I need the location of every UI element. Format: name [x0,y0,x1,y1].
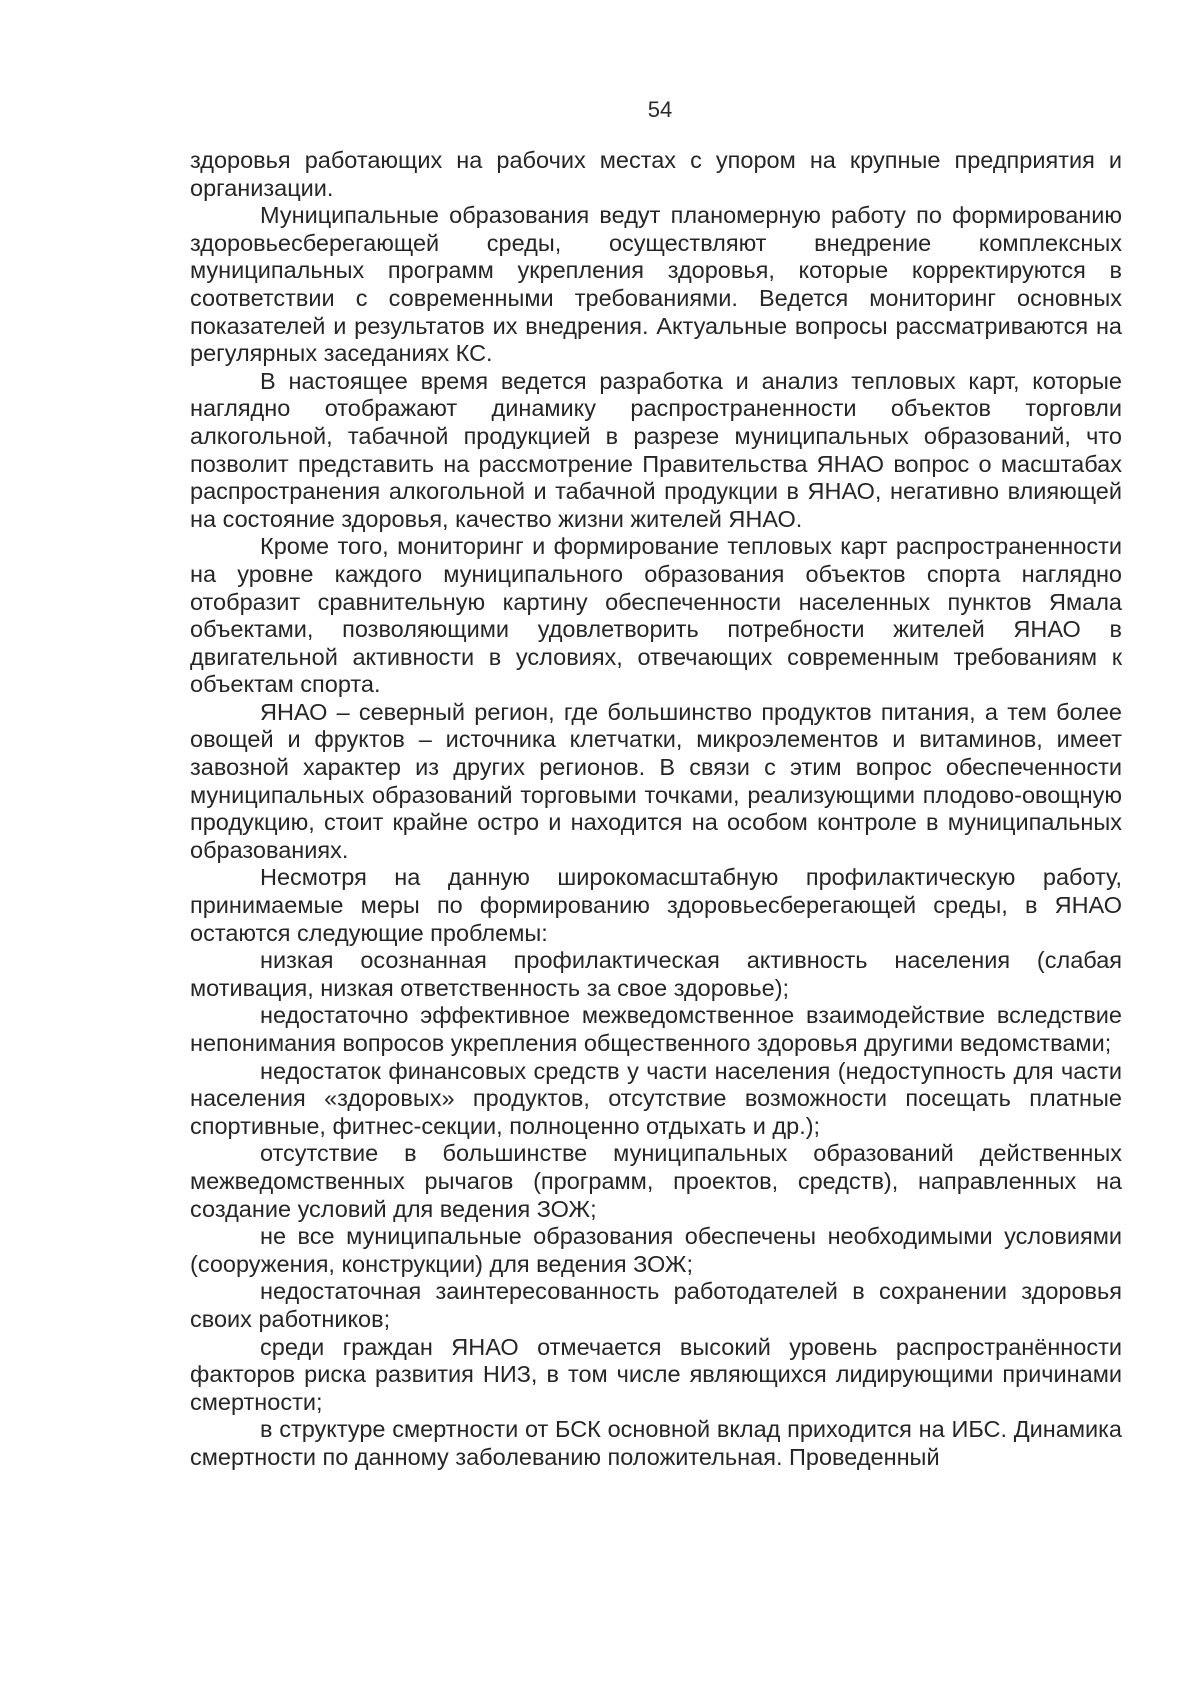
document-body [190,147,1122,1472]
paragraph-heat-maps-sport: Кроме того, мониторинг и формирование тепловых карт распространенности на уровне каждого муниципального образования объектов спорта наглядно отобразит сравнительную картину обеспеченности населенных пунктов Ямала объектами, позволяющими удовлетворить потребности жителей ЯНАО в двигательной активности в условиях, отвечающих современным требованиям к объектам спорта. [190,533,1122,698]
page-number: 54 [647,97,673,122]
paragraph-problems-intro: Несмотря на данную широкомасштабную профилактическую работу, принимаемые меры по формированию здоровьесберегающей среды, в ЯНАО остаются следующие проблемы: [190,864,1122,946]
paragraph-heat-maps-trade: В настоящее время ведется разработка и анализ тепловых карт, которые наглядно отображают динамику распространенности объектов торговли алкогольной, табачной продукцией в разрезе муниципальных образований, что позволит представить на рассмотрение Правительства ЯНАО вопрос о масштабах распространения алкогольной и табачной продукции в ЯНАО, негативно влияющей на состояние здоровья, качество жизни жителей ЯНАО. [190,367,1122,532]
problem-item: недостаточно эффективное межведомственное взаимодействие вследствие непонимания вопросов укрепления общественного здоровья другими ведомствами; [190,1002,1122,1056]
paragraph-municipal-work: Муниципальные образования ведут планомерную работу по формированию здоровьесберегающей среды, осуществляют внедрение комплексных муниципальных программ укрепления здоровья, которые корректируются в соответствии с современными требованиями. Ведется мониторинг основных показателей и результатов их внедрения. Актуальные вопросы рассматриваются на регулярных заседаниях КС. [190,202,1122,367]
paragraph-northern-region: ЯНАО – северный регион, где большинство продуктов питания, а тем более овощей и фруктов – источника клетчатки, микроэлементов и витаминов, имеет завозной характер из других регионов. В связи с этим вопрос обеспеченности муниципальных образований торговыми точками, реализующими плодово-овощную продукцию, стоит крайне остро и находится на особом контроле в муниципальных образованиях. [190,698,1122,863]
problem-item: в структуре смертности от БСК основной вклад приходится на ИБС. Динамика смертности по данному заболеванию положительная. Проведенный [190,1416,1122,1470]
problem-item: не все муниципальные образования обеспечены необходимыми условиями (сооружения, конструкции) для ведения ЗОЖ; [190,1223,1122,1277]
paragraph-continuation: здоровья работающих на рабочих местах с упором на крупные предприятия и организации. [190,147,1122,201]
problem-item: среди граждан ЯНАО отмечается высокий уровень распространённости факторов риска развития НИЗ, в том числе являющихся лидирующими причинами смертности; [190,1333,1122,1415]
problem-item: недостаток финансовых средств у части населения (недоступность для части населения «здоровых» продуктов, отсутствие возможности посещать платные спортивные, фитнес-секции, полноценно отдыхать и др.); [190,1057,1122,1139]
problem-item: отсутствие в большинстве муниципальных образований действенных межведомственных рычагов (программ, проектов, средств), направленных на создание условий для ведения ЗОЖ; [190,1140,1122,1222]
problem-item: недостаточная заинтересованность работодателей в сохранении здоровья своих работников; [190,1278,1122,1332]
problem-item: низкая осознанная профилактическая активность населения (слабая мотивация, низкая ответственность за свое здоровье); [190,947,1122,1001]
